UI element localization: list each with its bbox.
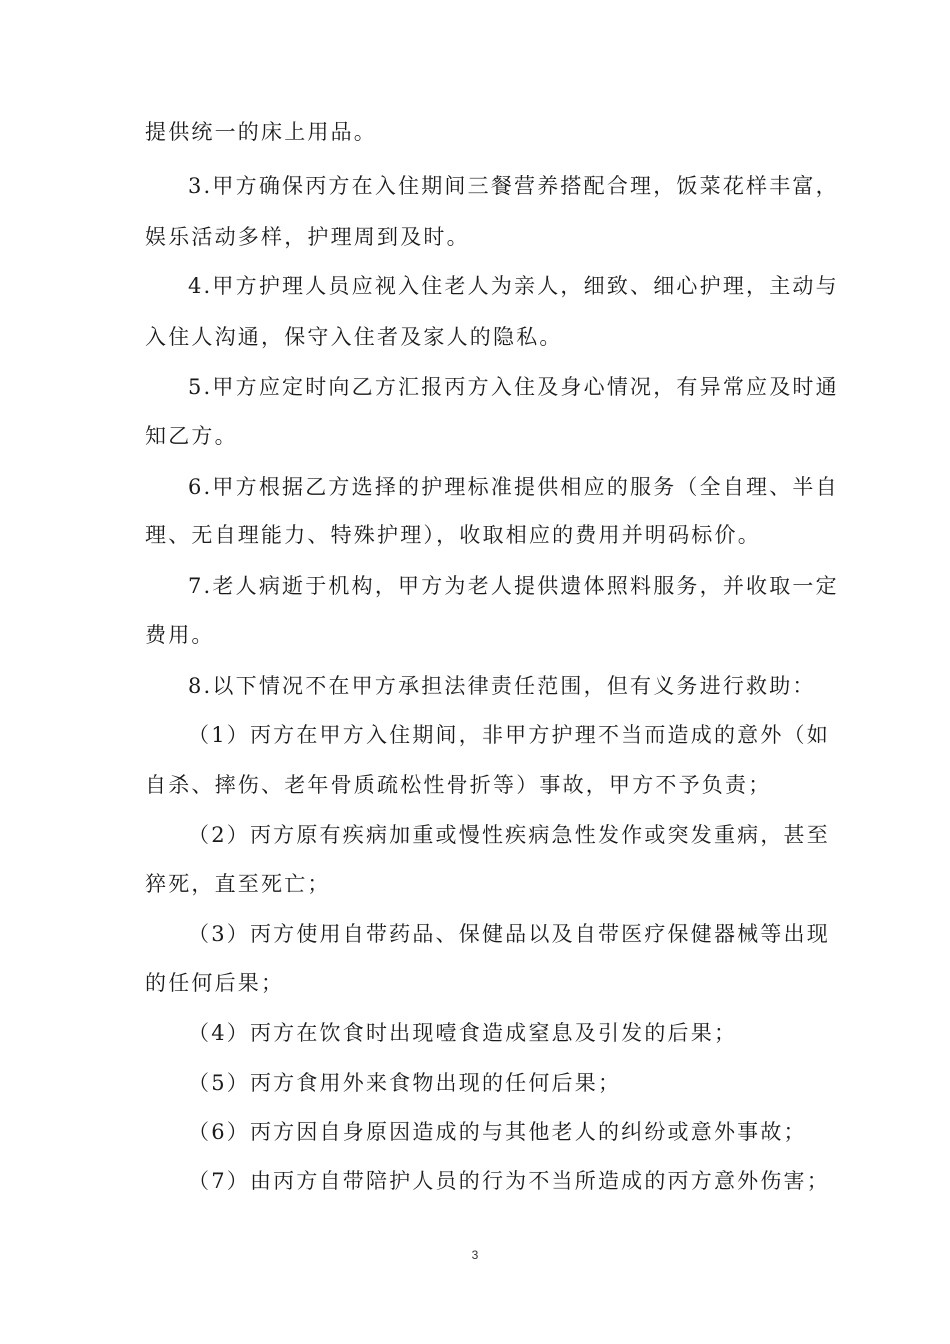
text-line: 知乙方。 <box>145 424 238 448</box>
text-line: 费用。 <box>145 623 215 647</box>
text-line: 猝死，直至死亡； <box>145 872 331 896</box>
page-number: 3 <box>471 1248 479 1262</box>
text-line: （1）丙方在甲方入住期间，非甲方护理不当而造成的意外（如 <box>188 723 830 747</box>
text-line: （3）丙方使用自带药品、保健品以及自带医疗保健器械等出现 <box>188 922 830 946</box>
text-line: （5）丙方食用外来食物出现的任何后果； <box>188 1071 622 1095</box>
text-line: 8.以下情况不在甲方承担法律责任范围，但有义务进行救助： <box>188 674 816 698</box>
text-line: 6.甲方根据乙方选择的护理标准提供相应的服务（全自理、半自 <box>188 475 839 499</box>
text-line: 5.甲方应定时向乙方汇报丙方入住及身心情况，有异常应及时通 <box>188 375 839 399</box>
text-line: 的任何后果； <box>145 971 285 995</box>
text-line: 提供统一的床上用品。 <box>145 120 377 144</box>
text-line: 自杀、摔伤、老年骨质疏松性骨折等）事故，甲方不予负责； <box>145 773 772 797</box>
text-line: 娱乐活动多样，护理周到及时。 <box>145 225 470 249</box>
text-line: （2）丙方原有疾病加重或慢性疾病急性发作或突发重病，甚至 <box>188 823 830 847</box>
text-line: 入住人沟通，保守入住者及家人的隐私。 <box>145 325 563 349</box>
text-line: 3.甲方确保丙方在入住期间三餐营养搭配合理，饭菜花样丰富， <box>188 174 839 198</box>
text-line: （7）由丙方自带陪护人员的行为不当所造成的丙方意外伤害； <box>188 1169 830 1193</box>
text-line: 理、无自理能力、特殊护理），收取相应的费用并明码标价。 <box>145 523 761 547</box>
text-line: 4.甲方护理人员应视入住老人为亲人，细致、细心护理，主动与 <box>188 274 839 298</box>
text-line: 7.老人病逝于机构，甲方为老人提供遗体照料服务，并收取一定 <box>188 574 839 598</box>
text-line: （6）丙方因自身原因造成的与其他老人的纠纷或意外事故； <box>188 1120 807 1144</box>
text-line: （4）丙方在饮食时出现噎食造成窒息及引发的后果； <box>188 1021 738 1045</box>
